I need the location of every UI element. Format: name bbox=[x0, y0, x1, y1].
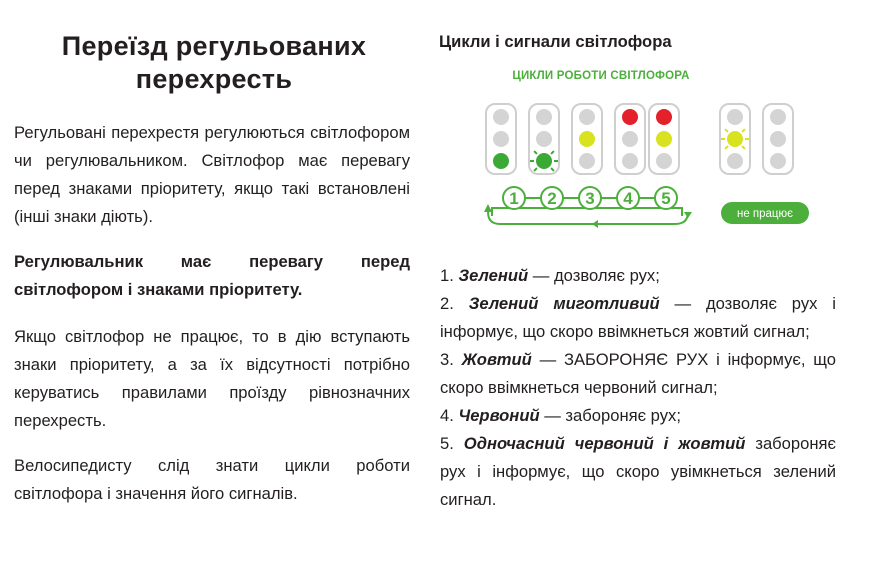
signal-lamp bbox=[770, 153, 786, 169]
cycle-line-bottom bbox=[488, 212, 688, 224]
step-number: 2 bbox=[547, 189, 557, 208]
diagram-title: ЦИКЛИ РОБОТИ СВІТЛОФОРА bbox=[512, 70, 690, 82]
signal-name: Одночасний червоний і жовтий bbox=[463, 434, 746, 453]
cyclist-paragraph: Велосипедисту слід знати цикли роботи світлофора і значення його сигналів. bbox=[14, 456, 410, 503]
signal-lamp bbox=[579, 153, 595, 169]
step-number: 5 bbox=[661, 189, 671, 208]
signal-lamp bbox=[536, 153, 552, 169]
step-number: 4 bbox=[623, 189, 633, 208]
cycle-arrowhead-mid bbox=[592, 220, 598, 228]
signal-description: — ЗАБОРОНЯЄ РУХ і інформує, що скоро ввімкнеться червоний сигнал; bbox=[440, 350, 836, 397]
signal-description: забороняє рух і інформує, що скоро увімкнеться зелений сигнал. bbox=[440, 434, 836, 509]
traffic-light-cycle-diagram bbox=[470, 66, 830, 236]
signal-name: Червоний bbox=[458, 406, 540, 425]
signal-lamp bbox=[536, 109, 552, 125]
signal-item: 2. Зелений миготливий — дозволяє рух і інформує, що скоро ввімкнеться жовтий сигнал; bbox=[440, 294, 836, 341]
signal-lamp bbox=[622, 131, 638, 147]
traffic-light-svg bbox=[470, 66, 830, 236]
signal-lamp bbox=[536, 131, 552, 147]
signal-lamp bbox=[493, 131, 509, 147]
not-working-label: не працює bbox=[736, 208, 794, 220]
signal-name: Жовтий bbox=[461, 350, 532, 369]
signal-name: Зелений миготливий bbox=[468, 294, 660, 313]
signal-item: 5. Одночасний червоний і жовтий забороняє рух і інформує, що скоро увімкнеться зелений сигнал. bbox=[440, 434, 836, 509]
signal-lamp bbox=[579, 109, 595, 125]
signal-lamp bbox=[493, 109, 509, 125]
signal-list bbox=[440, 262, 836, 514]
intro-paragraph: Регульовані перехрестя регулюються світлофором чи регулювальником. Світлофор має перевагу перед знаками пріоритету, якщо такі встановлені (інші знаки діють). bbox=[14, 123, 410, 226]
signals-heading: Цикли і сигнали світлофора bbox=[439, 32, 672, 51]
signal-lamp bbox=[622, 153, 638, 169]
signal-item: 4. Червоний — забороняє рух; bbox=[440, 406, 681, 425]
cycle-arrowhead-left bbox=[484, 204, 492, 212]
signal-description: — забороняє рух; bbox=[539, 406, 681, 425]
signal-description: — дозволяє рух і інформує, що скоро ввімкнеться жовтий сигнал; bbox=[440, 294, 836, 341]
signal-lamp bbox=[656, 109, 672, 125]
signal-lamp bbox=[656, 153, 672, 169]
signal-lamp bbox=[727, 131, 743, 147]
broken-light-paragraph: Якщо світлофор не працює, то в дію вступають знаки пріоритету, а за їх відсутності потрібно керуватись правилами проїзду рівнозначних перехресть. bbox=[14, 327, 410, 430]
signal-lamp bbox=[727, 109, 743, 125]
signal-lamp bbox=[770, 131, 786, 147]
signal-lamp bbox=[493, 153, 509, 169]
signal-name: Зелений bbox=[458, 266, 529, 285]
signal-lamp bbox=[579, 131, 595, 147]
signal-lamp bbox=[770, 109, 786, 125]
signal-item: 1. Зелений — дозволяє рух; bbox=[440, 266, 660, 285]
signal-item: 3. Жовтий — ЗАБОРОНЯЄ РУХ і інформує, що скоро ввімкнеться червоний сигнал; bbox=[440, 350, 836, 397]
signal-lamp bbox=[727, 153, 743, 169]
signal-lamp bbox=[622, 109, 638, 125]
step-number: 3 bbox=[585, 189, 595, 208]
signal-description: — дозволяє рух; bbox=[528, 266, 660, 285]
cycle-arrowhead-right bbox=[684, 212, 692, 218]
signal-lamp bbox=[656, 131, 672, 147]
step-number: 1 bbox=[509, 189, 519, 208]
bold-rule-paragraph: Регулювальник має перевагу перед світлофором і знаками пріоритету. bbox=[14, 252, 410, 299]
page-title: Переїзд регульованих перехресть bbox=[61, 31, 367, 94]
